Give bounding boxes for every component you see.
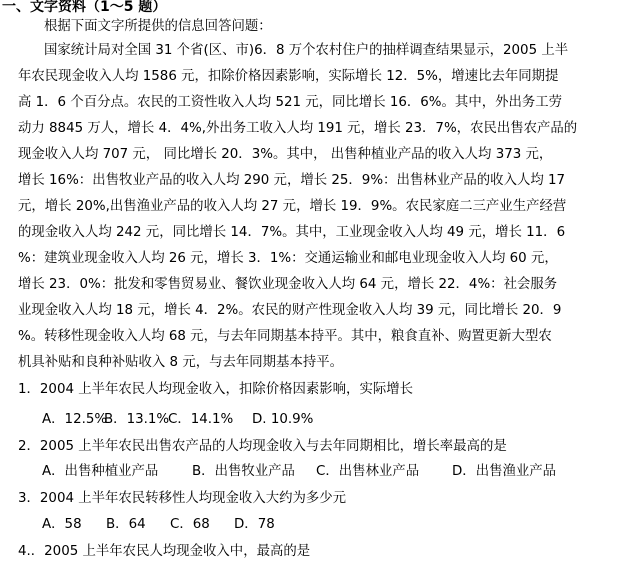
section-title: 一、文字资料（1～5 题） bbox=[2, 0, 167, 15]
passage-line: 业现金收入人均 18 元，增长 4．2%。农民的财产性现金收入人均 39 元，同比增长 20．9 bbox=[18, 303, 562, 318]
option-d: D．78 bbox=[234, 517, 275, 532]
option-b: B．64 bbox=[106, 517, 146, 532]
passage-line: %。转移性现金收入人均 68 元，与去年同期基本持平。其中，粮食直补、购置更新大型农 bbox=[18, 329, 552, 344]
passage-line: %：建筑业现金收入人均 26 元，增长 3．1%：交通运输业和邮电业现金收入人均 60 元， bbox=[18, 251, 558, 266]
passage-line: 增长 16%：出售牧业产品的收入人均 290 元，增长 25．9%：出售林业产品的收入人均 17 bbox=[18, 173, 566, 188]
option-c: C．14.1% bbox=[168, 412, 234, 427]
passage-line: 元，增长 20%,出售渔业产品的收入人均 27 元，增长 19．9%。农民家庭二三产业生产经营 bbox=[18, 199, 567, 214]
option-a: A．12.5% bbox=[42, 412, 108, 427]
instruction-text: 根据下面文字所提供的信息回答问题： bbox=[44, 19, 272, 34]
passage-line: 增长 23．0%：批发和零售贸易业、餐饮业现金收入人均 64 元，增长 22．4%：社会服务 bbox=[18, 277, 558, 292]
question-4-stem: 4.．2005 上半年农民人均现金收入中，最高的是 bbox=[18, 544, 311, 559]
passage-line: 高 1．6 个百分点。农民的工资性收入人均 521 元，同比增长 16．6%。其中，外出务工劳 bbox=[18, 95, 563, 110]
passage-line: 现金收入人均 707 元， 同比增长 20．3%。其中， 出售种植业产品的收入人均 373 元， bbox=[18, 147, 553, 162]
question-2-stem: 2．2005 上半年农民出售农产品的人均现金收入与去年同期相比，增长率最高的是 bbox=[18, 439, 507, 454]
question-3-stem: 3．2004 上半年农民转移性人均现金收入大约为多少元 bbox=[18, 491, 347, 506]
question-2-options bbox=[42, 462, 556, 482]
question-3-options bbox=[42, 515, 275, 535]
option-d: D. 10.9% bbox=[252, 412, 314, 427]
option-c: C．68 bbox=[170, 517, 210, 532]
question-1-options bbox=[42, 410, 313, 430]
question-1-stem: 1．2004 上半年农民人均现金收入，扣除价格因素影响，实际增长 bbox=[18, 382, 414, 397]
passage-line: 的现金收入人均 242 元，同比增长 14．7%。其中，工业现金收入人均 49 元，增长 11．6 bbox=[18, 225, 566, 240]
passage-line: 动力 8845 万人，增长 4．4%,外出务工收入人均 191 元，增长 23．7%，农民出售农产品的 bbox=[18, 121, 578, 136]
passage-line: 机具补贴和良种补贴收入 8 元，与去年同期基本持平。 bbox=[18, 355, 344, 370]
option-b: B．13.1% bbox=[104, 412, 170, 427]
option-c: C．出售林业产品 bbox=[316, 464, 420, 479]
passage-line: 国家统计局对全国 31 个省(区、市)6．8 万个农村住户的抽样调查结果显示，2005 上半 bbox=[44, 43, 569, 58]
option-b: B．出售牧业产品 bbox=[192, 464, 295, 479]
option-d: D．出售渔业产品 bbox=[452, 464, 557, 479]
option-a: A．出售种植业产品 bbox=[42, 464, 159, 479]
passage-line: 年农民现金收入人均 1586 元，扣除价格因素影响，实际增长 12．5%，增速比去年同期提 bbox=[18, 69, 559, 84]
option-a: A．58 bbox=[42, 517, 82, 532]
